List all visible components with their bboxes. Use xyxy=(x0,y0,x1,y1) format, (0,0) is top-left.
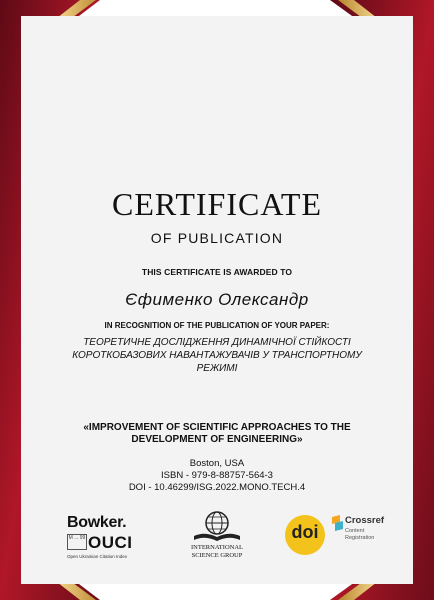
crossref-logo xyxy=(331,514,401,550)
globe-book-icon xyxy=(180,510,254,544)
doi-logo xyxy=(284,514,326,556)
bowker-ouci-logo xyxy=(64,514,142,564)
crossref-sub-2: Registration xyxy=(345,535,375,541)
awarded-text: THIS CERTIFICATE IS AWARDED TO xyxy=(141,267,293,277)
author-name: Єфименко Олександр xyxy=(125,290,309,309)
crossref-sub-1: Content xyxy=(345,528,365,534)
doi-number: DOI - 10.46299/ISG.2022.MONO.TECH.4 xyxy=(128,482,306,493)
doi-wordmark: doi xyxy=(291,522,319,542)
crossref-mark-icon xyxy=(331,515,345,531)
isbn-number: ISBN - 979-8-88757-564-3 xyxy=(161,470,273,481)
bowker-wordmark: Bowker. xyxy=(67,514,127,531)
ouci-wordmark: OUCI xyxy=(88,533,133,552)
collection-title: «IMPROVEMENT OF SCIENTIFIC APPROACHES TO THE DEVELOPMENT OF ENGINEERING» xyxy=(83,422,351,445)
crossref-wordmark: Crossref xyxy=(345,515,385,526)
certificate-title: CERTIFICATE xyxy=(112,186,322,222)
isg-line-2: SCIENCE GROUP xyxy=(191,552,243,559)
international-science-group-logo xyxy=(180,510,254,568)
ouci-emblem-icon: M ... 99 xyxy=(67,534,87,550)
certificate-subtitle: OF PUBLICATION xyxy=(150,230,284,246)
ouci-tagline: Open Ukrainian Citation Index xyxy=(67,554,128,559)
paper-title: ТЕОРЕТИЧНЕ ДОСЛІДЖЕННЯ ДИНАМІЧНОЇ СТІЙКОСТІ КОРОТКОБАЗОВИХ НАВАНТАЖУВАЧІВ У ТРАНСПОРТНОМУ РЕЖИМІ xyxy=(72,337,362,374)
recognition-text: IN RECOGNITION OF THE PUBLICATION OF YOUR PAPER: xyxy=(104,321,330,330)
publication-location: Boston, USA xyxy=(189,458,245,469)
isg-line-1: INTERNATIONAL xyxy=(191,544,243,551)
